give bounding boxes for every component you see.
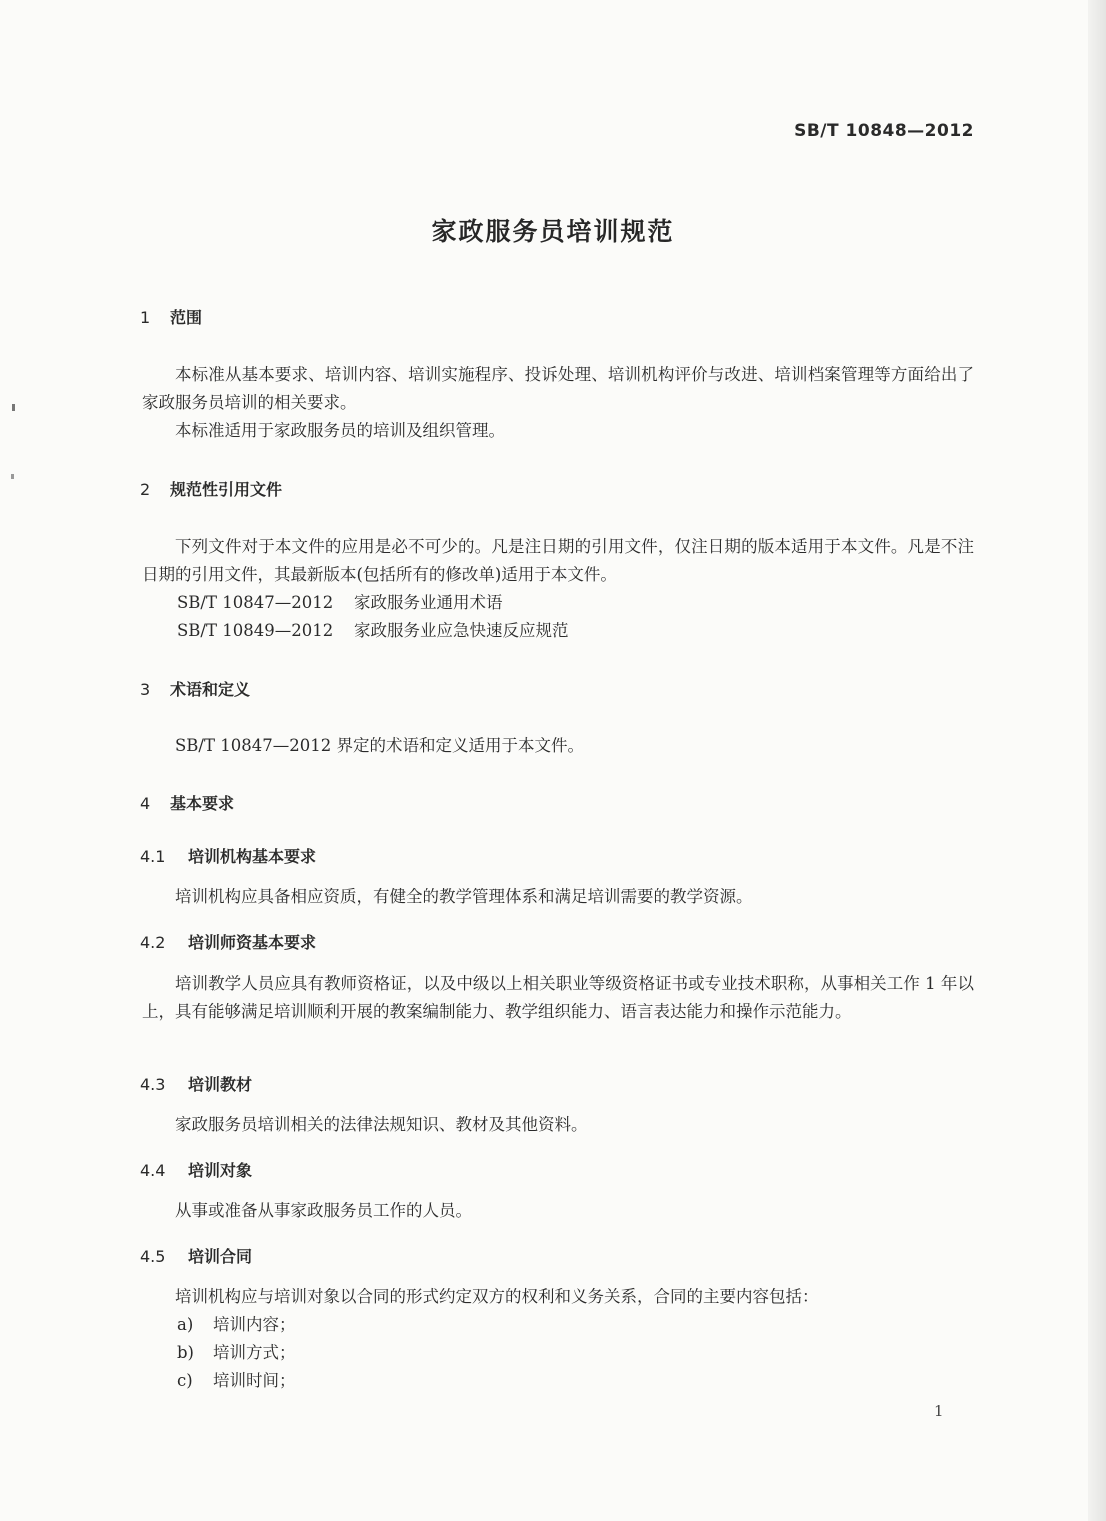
section-number: 4.1 — [140, 847, 166, 866]
section-title: 基本要求 — [170, 794, 235, 813]
paragraph: 从事或准备从事家政服务员工作的人员。 — [175, 1201, 472, 1220]
reference-item — [177, 589, 503, 617]
standard-code: SB/T 10848—2012 — [794, 121, 974, 141]
list-text: 培训内容； — [213, 1315, 296, 1334]
subsection-heading-4-5 — [140, 1244, 252, 1267]
subsection-heading-4-4 — [140, 1158, 252, 1181]
paragraph: 本标准从基本要求、培训内容、培训实施程序、投诉处理、培训机构评价与改进、培训档案管理等方面给出了家政服务员培训的相关要求。 — [142, 365, 974, 412]
list-text: 培训方式； — [213, 1343, 296, 1362]
list-text: 培训时间； — [213, 1371, 296, 1390]
paragraph: 下列文件对于本文件的应用是必不可少的。凡是注日期的引用文件，仅注日期的版本适用于本文件。凡是不注日期的引用文件，其最新版本(包括所有的修改单)适用于本文件。 — [142, 537, 974, 584]
paragraph: 培训机构应与培训对象以合同的形式约定双方的权利和义务关系，合同的主要内容包括： — [175, 1287, 819, 1306]
paragraph: SB/T 10847—2012 界定的术语和定义适用于本文件。 — [175, 736, 584, 755]
section-number: 4.5 — [140, 1247, 166, 1266]
section-number: 2 — [140, 480, 151, 499]
section-number: 3 — [140, 680, 151, 699]
document-title: 家政服务员培训规范 — [431, 217, 675, 246]
page-number: 1 — [934, 1402, 944, 1420]
scan-mark — [12, 404, 15, 411]
list-item — [177, 1311, 296, 1339]
paragraph: 本标准适用于家政服务员的培训及组织管理。 — [175, 421, 505, 440]
paragraph: 家政服务员培训相关的法律法规知识、教材及其他资料。 — [175, 1115, 588, 1134]
section-title: 培训机构基本要求 — [188, 847, 317, 866]
list-label: a) — [177, 1315, 194, 1334]
list-item — [177, 1339, 296, 1367]
reference-code: SB/T 10849—2012 — [177, 621, 334, 640]
subsection-heading-4-1 — [140, 844, 316, 867]
section-title: 培训师资基本要求 — [188, 933, 317, 952]
reference-item — [177, 617, 569, 645]
section-number: 4.3 — [140, 1075, 166, 1094]
section-number: 4.4 — [140, 1161, 166, 1180]
subsection-heading-4-2 — [140, 930, 316, 953]
paragraph: 培训机构应具备相应资质，有健全的教学管理体系和满足培训需要的教学资源。 — [175, 887, 753, 906]
section-number: 4.2 — [140, 933, 166, 952]
section-title: 范围 — [170, 308, 203, 327]
list-label: c) — [177, 1371, 193, 1390]
section-title: 规范性引用文件 — [170, 480, 283, 499]
scan-mark — [11, 474, 14, 479]
paragraph: 培训教学人员应具有教师资格证，以及中级以上相关职业等级资格证书或专业技术职称，从事相关工作 1 年以上，具有能够满足培训顺利开展的教案编制能力、教学组织能力、语言表达能力和操作示范能力。 — [142, 974, 974, 1021]
section-title: 术语和定义 — [170, 680, 251, 699]
section-heading-3 — [140, 677, 250, 700]
list-item — [177, 1367, 296, 1395]
section-number: 4 — [140, 794, 151, 813]
reference-name: 家政服务业通用术语 — [354, 593, 503, 612]
section-title: 培训合同 — [188, 1247, 253, 1266]
list-label: b) — [177, 1343, 194, 1362]
reference-code: SB/T 10847—2012 — [177, 593, 334, 612]
section-title: 培训教材 — [188, 1075, 253, 1094]
section-title: 培训对象 — [188, 1161, 253, 1180]
section-heading-1 — [140, 305, 202, 328]
section-heading-2 — [140, 477, 282, 500]
section-heading-4 — [140, 791, 234, 814]
reference-name: 家政服务业应急快速反应规范 — [354, 621, 569, 640]
subsection-heading-4-3 — [140, 1072, 252, 1095]
section-number: 1 — [140, 308, 151, 327]
